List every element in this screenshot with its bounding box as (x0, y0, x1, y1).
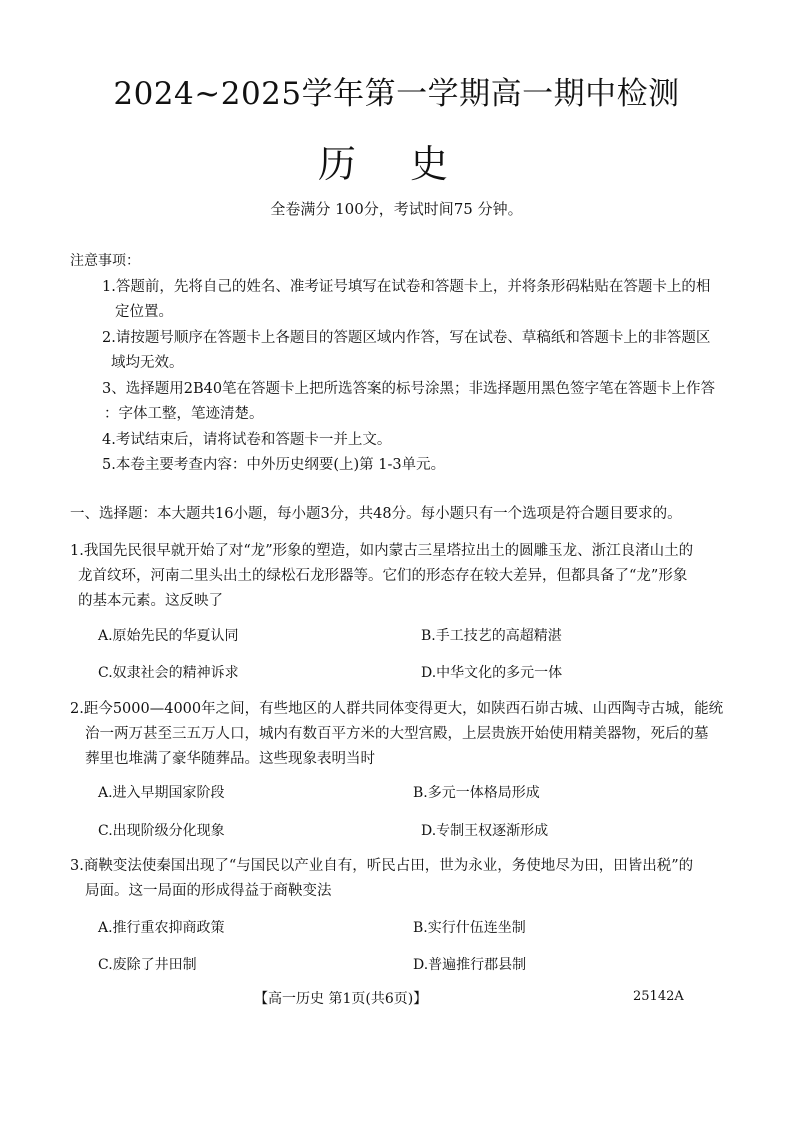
subject-title: 历史 (318, 142, 503, 186)
note-item-1-cont: 定位置。 (115, 304, 173, 320)
question-1-line-2: 龙首纹环，河南二里头出土的绿松石龙形器等。它们的形态存在较大差异，但都具备了“龙”形象 (78, 568, 688, 584)
question-2-option-a: A.进入早期国家阶段 (98, 785, 225, 801)
question-3-line-2: 局面。这一局面的形成得益于商鞅变法 (85, 883, 332, 899)
question-1-option-a: A.原始先民的华夏认同 (98, 628, 239, 644)
question-2-option-c: C.出现阶级分化现象 (98, 823, 225, 839)
note-item-5: 5.本卷主要考查内容：中外历史纲要(上)第 1-3单元。 (102, 457, 446, 473)
question-3-option-a: A.推行重农抑商政策 (98, 920, 225, 936)
note-item-4: 4.考试结束后，请将试卷和答题卡一并上文。 (102, 432, 392, 448)
exam-code: 25142A (633, 989, 684, 1004)
question-3-option-d: D.普遍推行郡县制 (413, 957, 527, 973)
question-3-option-b: B.实行什伍连坐制 (413, 920, 526, 936)
question-2-line-1: 2.距今5000—4000年之间，有些地区的人群共同体变得更大，如陕西石峁古城、山西陶寺古城，能统 (70, 701, 724, 717)
exam-title: 2024~2025学年第一学期高一期中检测 (113, 76, 680, 112)
question-3-option-c: C.废除了井田制 (98, 957, 197, 973)
question-2-option-b: B.多元一体格局形成 (413, 785, 540, 801)
question-3-line-1: 3.商鞅变法使秦国出现了“与国民以产业自有，听民占田，世为永业，务使地尽为田，田皆出税”的 (70, 858, 694, 874)
note-item-3-cont: ：字体工整，笔迹清楚。 (104, 406, 264, 422)
question-2-option-d: D.专制王权逐渐形成 (421, 823, 549, 839)
question-1-option-d: D.中华文化的多元一体 (421, 665, 563, 681)
section-heading: 一、选择题：本大题共16小题，每小题3分，共48分。每小题只有一个选项是符合题目要求的。 (70, 506, 682, 522)
note-item-2-cont: 域均无效。 (111, 355, 184, 371)
page-footer: 【高一历史 第1页(共6页)】 (254, 991, 428, 1007)
score-time-info: 全卷满分 100分，考试时间75 分钟。 (270, 200, 523, 218)
notes-heading: 注意事项： (70, 253, 140, 269)
question-2-line-2: 治一两万甚至三五万人口，城内有数百平方米的大型宫殿，上层贵族开始使用精美器物，死后的墓 (85, 726, 709, 742)
note-item-2: 2.请按题号顺序在答题卡上各题目的答题区域内作答，写在试卷、草稿纸和答题卡上的非答题区 (102, 330, 711, 346)
question-1-line-3: 的基本元素。这反映了 (78, 593, 223, 609)
question-2-line-3: 葬里也堆满了豪华随葬品。这些现象表明当时 (85, 751, 375, 767)
note-item-1: 1.答题前，先将自己的姓名、准考证号填写在试卷和答题卡上，并将条形码粘贴在答题卡上的相 (102, 279, 711, 295)
question-1-line-1: 1.我国先民很早就开始了对“龙”形象的塑造，如内蒙古三星塔拉出土的圆雕玉龙、浙江良渚山土的 (70, 543, 694, 559)
question-1-option-c: C.奴隶社会的精神诉求 (98, 665, 239, 681)
question-1-option-b: B.手工技艺的高超精湛 (421, 628, 562, 644)
note-item-3: 3、选择题用2B40笔在答题卡上把所选答案的标号涂黑；非选择题用黑色签字笔在答题卡上作答 (102, 381, 716, 397)
